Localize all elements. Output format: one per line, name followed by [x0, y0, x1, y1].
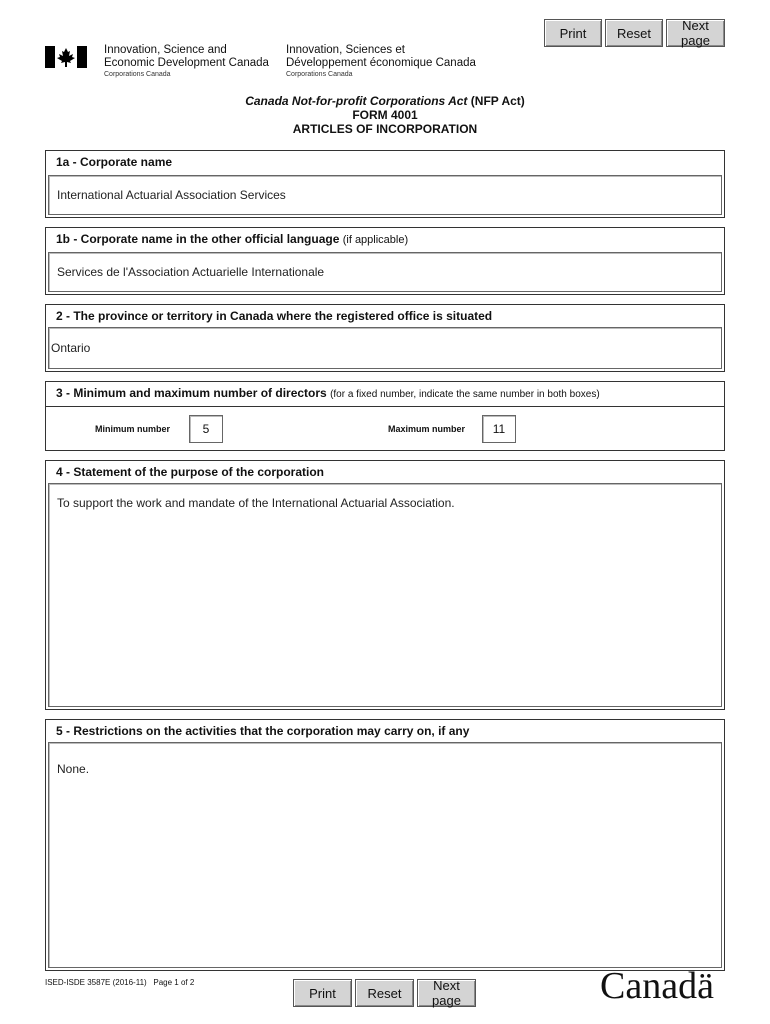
act-abbreviation: (NFP Act)	[470, 94, 525, 108]
next-page-button-bottom[interactable]: Next page	[417, 979, 476, 1007]
section-3-label-text: 3 - Minimum and maximum number of directors	[56, 386, 327, 400]
department-en-sub: Corporations Canada	[104, 71, 171, 78]
department-name-fr	[286, 44, 476, 80]
act-name: Canada Not-for-profit Corporations Act	[245, 94, 468, 108]
department-name-en	[104, 44, 269, 80]
department-fr-line1: Innovation, Sciences et	[286, 44, 405, 56]
purpose-value: To support the work and mandate of the International Actuarial Association.	[57, 496, 455, 510]
section-1b-label-text: 1b - Corporate name in the other official language	[56, 232, 340, 246]
canada-flag-icon	[45, 46, 87, 68]
restrictions-value: None.	[57, 762, 90, 776]
section-1a-label: 1a - Corporate name	[56, 155, 173, 169]
minimum-number-field[interactable]	[189, 415, 223, 443]
section-5	[45, 719, 725, 971]
next-page-button-top[interactable]: Next page	[666, 19, 725, 47]
form-number: FORM 4001	[352, 108, 418, 122]
department-en-line1: Innovation, Science and	[104, 44, 227, 56]
canada-wordmark: Canadä	[600, 965, 714, 1007]
minimum-number-label: Minimum number	[95, 424, 171, 434]
purpose-field[interactable]	[48, 483, 722, 707]
department-en-line2: Economic Development Canada	[104, 57, 269, 69]
print-button-bottom[interactable]: Print	[293, 979, 352, 1007]
section-1a	[45, 150, 725, 218]
province-value: Ontario	[51, 341, 91, 355]
section-1b	[45, 227, 725, 295]
form-code	[45, 978, 194, 987]
section-3-divider	[46, 406, 724, 407]
section-4-label: 4 - Statement of the purpose of the corporation	[56, 465, 325, 479]
maximum-number-field[interactable]	[482, 415, 516, 443]
reset-button-bottom[interactable]: Reset	[355, 979, 414, 1007]
department-fr-line2: Développement économique Canada	[286, 57, 476, 69]
section-3-label	[56, 386, 600, 400]
print-button-top[interactable]: Print	[544, 19, 602, 47]
corporate-name-other-language-value: Services de l'Association Actuarielle Internationale	[57, 265, 325, 279]
minimum-number-value: 5	[202, 422, 210, 436]
section-2	[45, 304, 725, 372]
section-5-label: 5 - Restrictions on the activities that the corporation may carry on, if any	[56, 724, 470, 738]
corporate-name-other-language-field[interactable]	[48, 252, 722, 292]
page-number: Page 1 of 2	[153, 978, 195, 987]
maximum-number-value: 11	[492, 422, 506, 436]
maximum-number-label: Maximum number	[388, 424, 466, 434]
province-field[interactable]	[48, 327, 722, 369]
reset-button-top[interactable]: Reset	[605, 19, 663, 47]
corporate-name-field[interactable]	[48, 175, 722, 215]
form-name: ARTICLES OF INCORPORATION	[292, 122, 478, 136]
section-4	[45, 460, 725, 710]
section-2-label: 2 - The province or territory in Canada where the registered office is situated	[56, 309, 493, 323]
section-3-note: (for a fixed number, indicate the same number in both boxes)	[330, 389, 600, 400]
restrictions-field[interactable]	[48, 742, 722, 968]
section-1b-note: (if applicable)	[342, 234, 409, 246]
department-fr-sub: Corporations Canada	[286, 71, 353, 78]
section-1b-label	[56, 232, 408, 246]
section-3	[45, 381, 725, 451]
form-title	[0, 94, 770, 136]
form-code-text: ISED-ISDE 3587E (2016-11)	[45, 978, 147, 987]
corporate-name-value: International Actuarial Association Services	[57, 188, 286, 202]
